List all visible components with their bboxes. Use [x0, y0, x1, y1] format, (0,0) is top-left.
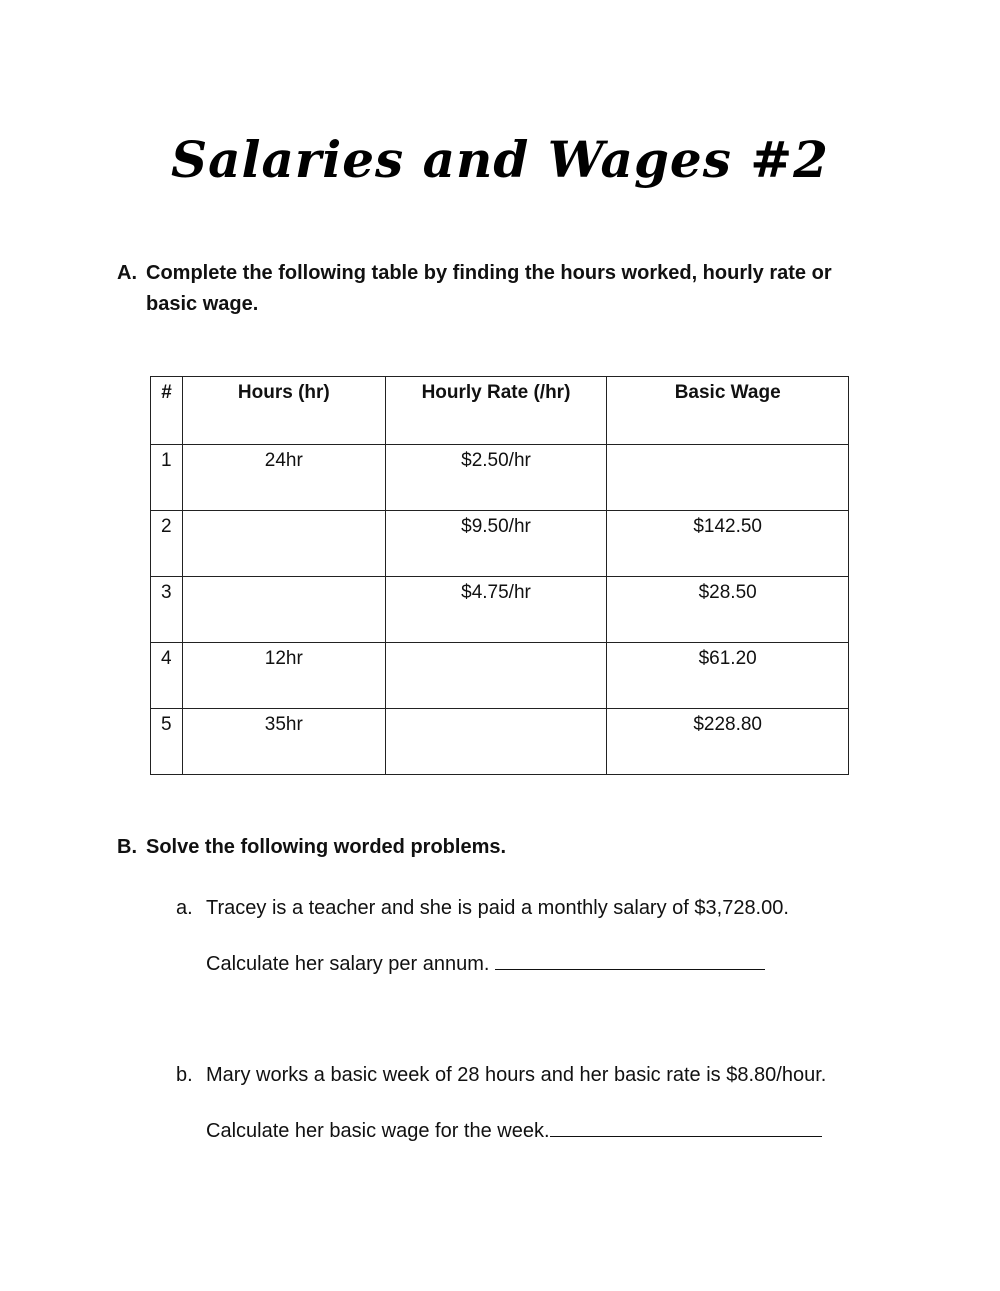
table-row — [151, 445, 849, 511]
table-header-row — [151, 377, 849, 445]
header-number: # — [151, 377, 183, 445]
row-number: 4 — [151, 643, 183, 709]
problem-a-marker: a. — [176, 897, 193, 919]
wage-cell[interactable]: $61.20 — [607, 643, 849, 709]
wage-cell[interactable]: $28.50 — [607, 577, 849, 643]
problem-b-question: Calculate her basic wage for the week. — [206, 1120, 550, 1142]
wage-table — [150, 376, 849, 775]
page-title: Salaries and Wages #2 — [171, 130, 829, 189]
wage-cell[interactable]: $142.50 — [607, 511, 849, 577]
table-row — [151, 709, 849, 775]
header-basic-wage: Basic Wage — [607, 377, 849, 445]
rate-cell[interactable] — [385, 709, 607, 775]
section-b-marker: B. — [117, 836, 137, 858]
problem-a-text: Tracey is a teacher and she is paid a monthly salary of $3,728.00. — [206, 897, 789, 919]
header-hours: Hours (hr) — [182, 377, 385, 445]
answer-blank-b[interactable] — [550, 1118, 822, 1137]
answer-blank-a[interactable] — [495, 951, 765, 970]
row-number: 3 — [151, 577, 183, 643]
section-b-instructions: Solve the following worded problems. — [146, 836, 507, 858]
row-number: 5 — [151, 709, 183, 775]
table-row — [151, 511, 849, 577]
problem-b-marker: b. — [176, 1064, 193, 1086]
hours-cell[interactable]: 12hr — [182, 643, 385, 709]
problem-b-text: Mary works a basic week of 28 hours and her basic rate is $8.80/hour. — [206, 1064, 827, 1086]
hours-cell[interactable] — [182, 577, 385, 643]
row-number: 1 — [151, 445, 183, 511]
header-hourly-rate: Hourly Rate (/hr) — [385, 377, 607, 445]
problem-a — [176, 894, 789, 922]
rate-cell[interactable] — [385, 643, 607, 709]
rate-cell[interactable]: $2.50/hr — [385, 445, 607, 511]
hours-cell[interactable] — [182, 511, 385, 577]
section-b-heading — [117, 832, 866, 863]
problem-a-question: Calculate her salary per annum. — [206, 953, 490, 975]
wage-cell[interactable] — [607, 445, 849, 511]
hours-cell[interactable]: 35hr — [182, 709, 385, 775]
rate-cell[interactable]: $9.50/hr — [385, 511, 607, 577]
section-a-heading — [117, 258, 866, 320]
problem-b — [176, 1061, 826, 1089]
rate-cell[interactable]: $4.75/hr — [385, 577, 607, 643]
wage-cell[interactable]: $228.80 — [607, 709, 849, 775]
table-row — [151, 577, 849, 643]
table-row — [151, 643, 849, 709]
section-a-instructions: Complete the following table by finding the hours worked, hourly rate or basic wage. — [146, 262, 832, 315]
problem-b-question-line — [206, 1117, 822, 1145]
row-number: 2 — [151, 511, 183, 577]
problem-a-question-line — [206, 950, 765, 978]
section-a-marker: A. — [117, 262, 137, 284]
hours-cell[interactable]: 24hr — [182, 445, 385, 511]
